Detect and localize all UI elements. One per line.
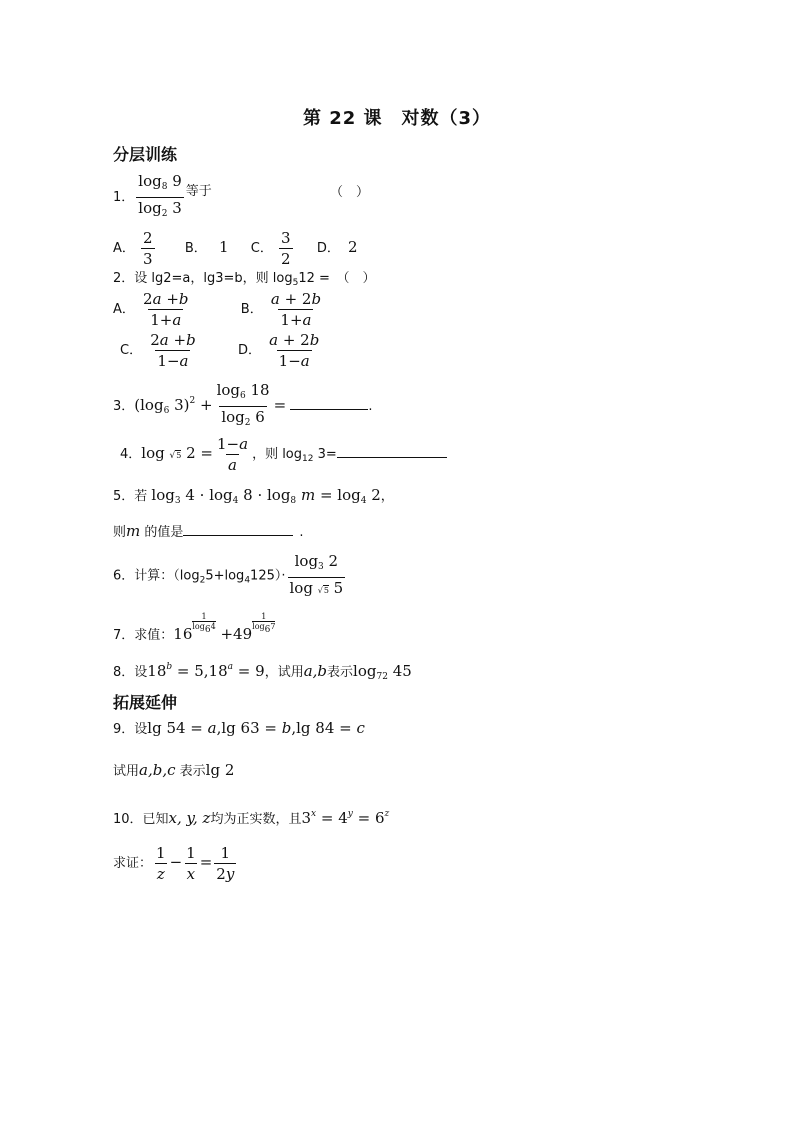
question-6 bbox=[113, 552, 347, 600]
q2-options-row2 bbox=[120, 331, 323, 370]
q7-expression: 16 $\frac{1}{\log_64}$ +49 $\frac{1}{\log_67}$ bbox=[173, 612, 276, 643]
q8-vars: a,b bbox=[303, 662, 328, 680]
section-heading-layered-training: 分层训练 bbox=[113, 145, 178, 164]
q8-target: $\log_{72} 45$ bbox=[353, 662, 412, 682]
question-3: 3．($\log_6$ 3)$^2$ + $\frac{\log_6 18}{\log_2 6}$ = . bbox=[113, 381, 372, 432]
q5-then: 则 bbox=[113, 525, 127, 540]
q9-expression: lg 54 = a,lg 63 = b,lg 84 = c bbox=[147, 719, 365, 737]
question-5 bbox=[113, 487, 394, 509]
q4-fraction: $\frac{1-a}{a}$ bbox=[216, 435, 249, 474]
q9-line2-represent: 表示 bbox=[179, 764, 206, 779]
q2-option-b: B． bbox=[240, 302, 263, 317]
q3-answer-blank[interactable] bbox=[290, 397, 368, 410]
q10-vars: x, y, z bbox=[168, 809, 211, 827]
q5-answer-blank[interactable] bbox=[183, 523, 293, 536]
question-7 bbox=[113, 612, 276, 649]
q2-option-d: D． bbox=[237, 343, 261, 358]
q2-options-row1 bbox=[113, 290, 325, 329]
proof-label: 求证： bbox=[113, 856, 153, 871]
q1-option-d: D． bbox=[316, 241, 340, 256]
q2-option-a-value: $\frac{2a +b}{1+a}$ bbox=[143, 290, 189, 329]
q10-mid: 均为正实数，且 bbox=[210, 812, 302, 827]
q1-fraction: $\frac{\log_8 9}{\log_2 3}$ bbox=[136, 172, 183, 223]
q4-mid: ，则 log bbox=[252, 447, 303, 462]
q8-mid: ，试用 bbox=[264, 665, 304, 680]
question-2 bbox=[113, 271, 375, 291]
q3-period: . bbox=[368, 399, 373, 414]
q2-option-b-value: $\frac{a + 2b}{1+a}$ bbox=[270, 290, 322, 329]
proof-frac-3: $\frac{1}{2y}$ bbox=[216, 844, 235, 883]
q1-option-c: C． bbox=[250, 241, 273, 256]
q6-sub-a: 2 bbox=[199, 575, 206, 586]
question-10 bbox=[113, 806, 389, 828]
proof-statement: 求证： $\frac{1}{z}$ − $\frac{1}{x}$ = $\frac{1}{2y}$ bbox=[113, 844, 235, 883]
q4-number: 4． bbox=[120, 447, 142, 462]
q9-target: lg 2 bbox=[205, 761, 235, 779]
q4-log: log √5 2 = bbox=[141, 444, 213, 462]
section-heading-extension: 拓展延伸 bbox=[113, 693, 178, 712]
q10-expression: $3^x = 4^y = 6^z$ bbox=[301, 809, 390, 827]
q1-option-c-value: $\frac{3}{2}$ bbox=[280, 229, 291, 268]
q1-option-d-value: 2 bbox=[347, 238, 358, 256]
question-4 bbox=[120, 435, 447, 474]
q2-tail: 12 = （ ） bbox=[298, 271, 376, 286]
q9-vars: a,b,c bbox=[139, 761, 176, 779]
question-1 bbox=[113, 172, 212, 223]
q1-option-a-value: $\frac{2}{3}$ bbox=[143, 229, 153, 268]
proof-frac-2: $\frac{1}{x}$ bbox=[186, 844, 196, 883]
q1-option-a: A． bbox=[113, 241, 135, 256]
question-8 bbox=[113, 659, 412, 685]
proof-frac-1: $\frac{1}{z}$ bbox=[156, 844, 166, 883]
q4-log-base: 12 bbox=[302, 454, 314, 464]
question-5-line2 bbox=[113, 523, 304, 541]
q2-option-c-value: $\frac{2a +b}{1-a}$ bbox=[150, 331, 196, 370]
q5-period: . bbox=[299, 525, 304, 540]
q8-text: 8．设 bbox=[113, 665, 148, 680]
q1-number: 1． bbox=[113, 190, 135, 205]
q1-answer-paren: （ ） bbox=[330, 185, 370, 200]
q3-fraction: $\frac{\log_6 18}{\log_2 6}$ bbox=[215, 381, 272, 432]
q3-expression: ($\log_6$ 3)$^2$ + bbox=[134, 396, 213, 416]
question-9-line2 bbox=[113, 762, 234, 780]
q9-text: 9．设 bbox=[113, 722, 148, 737]
q2-option-c: C． bbox=[120, 343, 143, 358]
q6-fraction: $\frac{\log_3 2}{\log √5 5}$ bbox=[288, 552, 346, 600]
q1-option-b: B． bbox=[184, 241, 207, 256]
q5-value-label: 的值是 bbox=[144, 525, 184, 540]
q4-tail: 3= bbox=[313, 447, 337, 462]
q1-option-b-value: 1 bbox=[218, 238, 229, 256]
q2-log-base: 5 bbox=[292, 278, 299, 288]
q10-text: 10．已知 bbox=[113, 812, 169, 827]
q7-text: 7．求值： bbox=[113, 628, 174, 643]
q8-expression: $18^b = 5,18^a = 9$ bbox=[147, 662, 265, 680]
q5-comma: ， bbox=[380, 489, 394, 504]
q9-line2-text: 试用 bbox=[113, 764, 140, 779]
q2-option-a: A． bbox=[113, 302, 135, 317]
q6-sub-c: 4 bbox=[244, 575, 251, 586]
q2-text: 2．设 lg2=a，lg3=b，则 log bbox=[113, 271, 293, 286]
q2-option-d-value: $\frac{a + 2b}{1-a}$ bbox=[269, 331, 320, 370]
q6-text-b: 5+log bbox=[205, 568, 245, 584]
question-9 bbox=[113, 720, 365, 738]
q1-options bbox=[113, 229, 358, 268]
q6-text: 6．计算：（log bbox=[113, 568, 200, 584]
q5-number: 5．若 bbox=[113, 489, 148, 504]
q5-variable-m: m bbox=[126, 522, 141, 540]
q5-expression: $\log_3 4 \cdot \log_4 8 \cdot \log_8 m = \log_4 2$ bbox=[151, 486, 381, 506]
q8-mid2: 表示 bbox=[327, 665, 354, 680]
page-title: 第 22 课 对数（3） bbox=[302, 108, 492, 129]
q1-suffix: 等于 bbox=[185, 184, 212, 199]
q3-number: 3． bbox=[113, 399, 135, 414]
q6-text-d: 125）· bbox=[250, 568, 286, 584]
q4-answer-blank[interactable] bbox=[337, 445, 447, 458]
